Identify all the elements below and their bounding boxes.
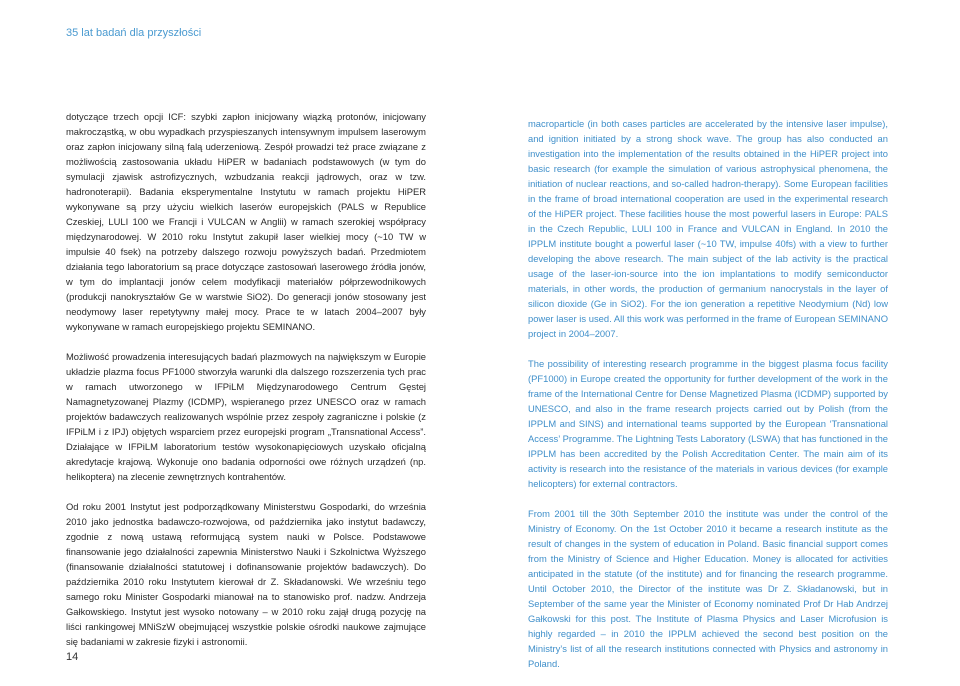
polish-text-column — [66, 109, 426, 664]
paragraph: dotyczące trzech opcji ICF: szybki zapłon inicjowany wiązką protonów, inicjowany makrocząstką, w obu wypadkach przyspieszanych intensywnym impulsem laserowym oraz zapłon inicjowany silną falą uderzeniową. Zespół prowadzi też prace związane z możliwością zastosowania układu HiPER w badaniach podstawowych (w tym do symulacji zjawisk astrofizycznych, wzbudzania reakcji jądrowych, oraz w tzw. hadronoterapii). Badania eksperymentalne Instytutu w ramach projektu HiPER wykonywane są przy użyciu wielkich laserów europejskich (PALS w Republice Czeskiej, LULI 100 we Francji i VULCAN w Anglii) w ramach szerokiej współpracy międzynarodowej. W 2010 roku Instytut zakupił laser wielkiej mocy (~10 TW w impulsie 40 fsek) na potrzeby dalszego rozwoju powyższych badań. Przedmiotem działania tego laboratorium są prace dotyczące zastosowań laserowego źródła jonów, w tym do implantacji jonów celem modyfikacji materiałów półprzewodnikowych (produkcji nanokryształów Ge w warstwie SiO2). Do generacji jonów stosowany jest neodymowy laser repetytywny małej mocy. Prace te w latach 2004–2007 były wykonywane w ramach europejskiego projektu SEMINANO. — [66, 111, 426, 332]
paragraph: Od roku 2001 Instytut jest podporządkowany Ministerstwu Gospodarki, do września 2010 jako jednostka badawczo-rozwojowa, od października jako instytut badawczy, zgodnie z nową ustawą reformującą system nauki w Polsce. Podstawowe finansowanie jego działalności zapewnia Ministerstwo Nauki i Szkolnictwa Wyższego (finansowanie działalności statutowej i dofinansowanie projektów badawczych). Do października 2010 roku Instytutem kierował dr Z. Składanowski. We wrześniu tego samego roku Minister Gospodarki mianował na to stanowisko prof. nadzw. Andrzeja Gałkowskiego. Instytut jest wysoko notowany – w 2010 roku zajął drugą pozycję na liści rankingowej MNiSzW obejmującej wszystkie polskie ośrodki naukowe zajmujące się badaniami w zakresie fizyki i astronomii. — [66, 501, 426, 647]
paragraph: Możliwość prowadzenia interesujących badań plazmowych na największym w Europie układzie plazma focus PF1000 stworzyła warunki dla dalszego rozszerzenia tych prac w ramach utworzonego w IFPiLM Międzynarodowego Centrum Gęstej Namagnetyzowanej Plazmy (ICDMP), wspieranego przez UNESCO oraz w ramach projektów badawczych realizowanych wspólnie przez zespoły zagraniczne i polskie (z IFPiLM i z IPJ) objętych wsparciem przez europejski program „Transnational Access”. Działające w IFPiLM laboratorium testów wysokonapięciowych uzyskało oficjalną akredytacje krajową. Wykonuje ono badania odporności owe różnych urządzeń (np. helikoptera) na zlecenie zewnętrznych kontrahentów. — [66, 351, 426, 482]
running-header: 35 lat badań dla przyszłości — [66, 27, 202, 39]
english-text-column — [528, 116, 888, 686]
paragraph: From 2001 till the 30th September 2010 the institute was under the control of the Ministry of Economy. On the 1st October 2010 it became a research institute as the result of changes in the system of education in Poland. Basic financial support comes from the Ministry of Science and Higher Education. Money is allocated for activities anticipated in the statute (of the institute) and for financing the research programme. Until October 2010, the Director of the institute was Dr Z. Składanowski, but in September of the same year the Minister of Economy nominated Prof Dr Hab Andrzej Gałkowski for this post. The Institute of Plasma Physics and Laser Microfusion is highly regarded – in 2010 the IPPLM achieved the second best position on the Ministry’s list of all the research institutions connected with Physics and astronomy in Poland. — [528, 508, 888, 669]
page-number: 14 — [66, 651, 79, 663]
paragraph: The possibility of interesting research programme in the biggest plasma focus facility (PF1000) in Europe created the opportunity for further development of the work in the frame of the International Centre for Dense Magnetized Plasma (ICDMP) supported by UNESCO, and also in the frame research projects carried out by Polish (from the IPPLM and SINS) and international teams supported by the European ‘Transnational Access’ Programme. The Lightning Tests Laboratory (LSWA) that has functioned in the IPPLM has been accredited by the Polish Accreditation Center. The main aim of its activity is research into the resistance of the materials in various devices (for example helicopters) for external contractors. — [528, 358, 888, 489]
paragraph: macroparticle (in both cases particles are accelerated by the intensive laser impulse), and ignition initiated by a strong shock wave. The group has also conducted an investigation into the implementation of the results obtained in the HiPER project into basic research (for example the simulation of various astrophysical phenomena, the initiation of nuclear reactions, and so-called hadron-therapy). Some European facilities in the frame of broad international cooperation are used in the experimental research of the HiPER project. These facilities house the most powerful lasers in Europe: PALS in the Czech Republic, LULI 100 in France and VULCAN in England. In 2010 the IPPLM institute bought a powerful laser (~10 TW, impulse 40fs) with a view to further developing the above research. The main subject of the lab activity is the practical usage of the laser-ion-source into the ion implantations to modify semiconductor materials, in other words, the production of germanium nanocrystals in the layer of silicon dioxide (Ge in SiO2). For the ion generation a repetitive Neodymium (Nd) low power laser is used. All this work was performed in the frame of European SEMINANO project in 2004–2007. — [528, 118, 888, 339]
